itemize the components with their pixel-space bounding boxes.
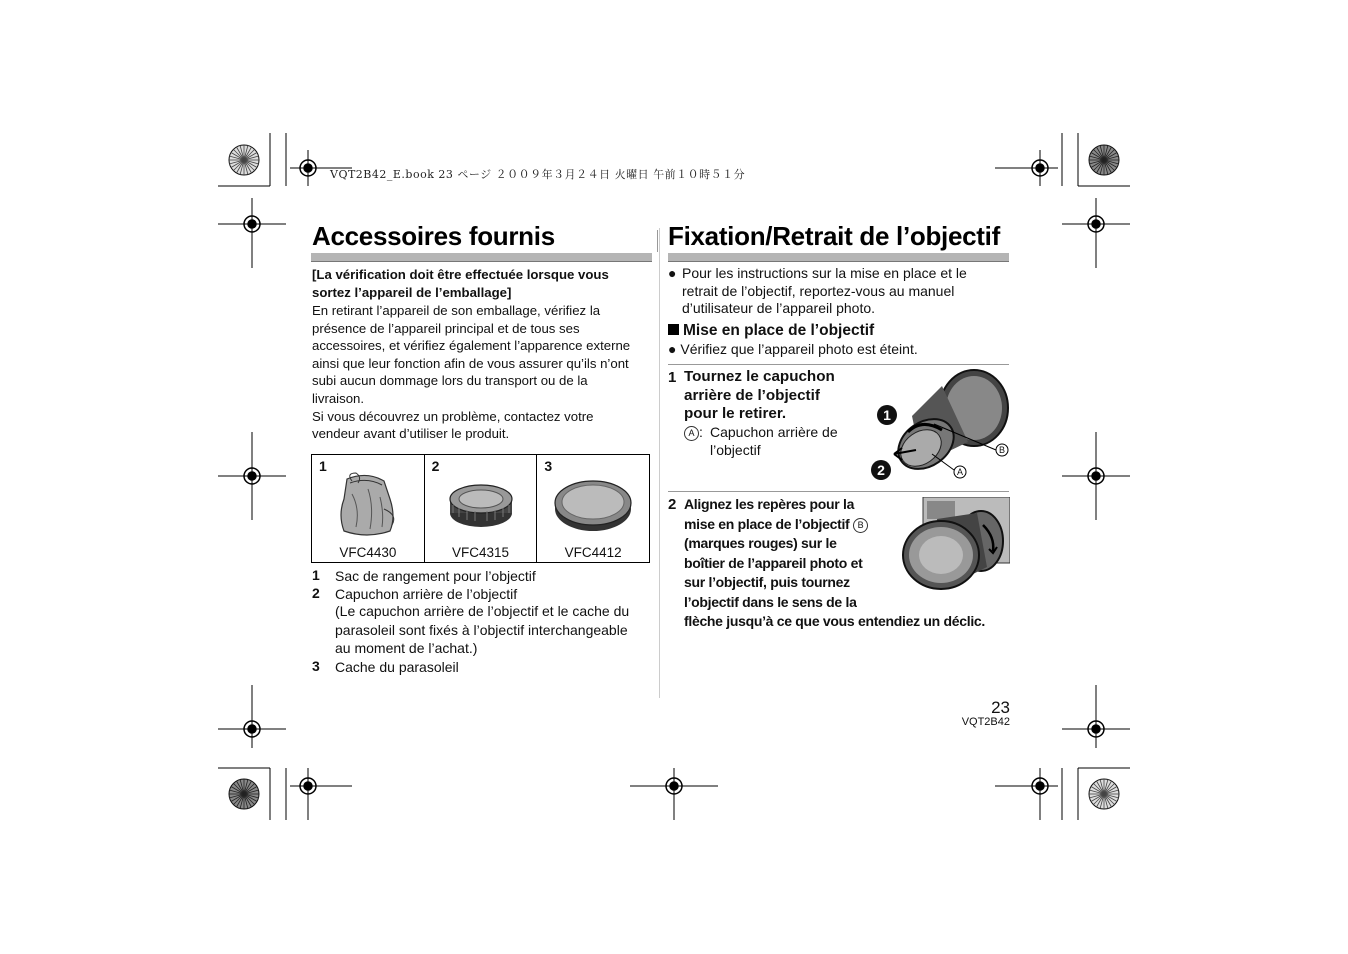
left-title-rule xyxy=(311,253,652,262)
intro-line: livraison. xyxy=(312,390,365,406)
list-item: Sac de rangement pour l’objectif xyxy=(335,568,536,584)
right-title: Fixation/Retrait de l’objectif xyxy=(668,221,1000,251)
starburst-mark xyxy=(229,779,259,809)
bullet-dot-icon: ● xyxy=(668,265,677,281)
intro-line: ainsi que leur fonction afin de vous assurer qu’ils n’ont xyxy=(312,355,629,371)
step-badge-1: 1 xyxy=(877,405,897,425)
accessory-number: 2 xyxy=(431,458,440,474)
label-b: B xyxy=(999,445,1006,455)
label-a: A xyxy=(957,467,964,477)
registration-target-center xyxy=(1036,164,1044,172)
accessories-table xyxy=(311,454,650,563)
column-divider xyxy=(659,228,660,698)
step-line: boîtier de l’appareil photo et xyxy=(684,554,863,571)
intro-line: accessoires, et vérifiez également l’apparence externe xyxy=(312,338,631,354)
rear-cap-icon xyxy=(425,469,536,537)
square-bullet-icon xyxy=(668,324,679,335)
step-line: pour le retirer. xyxy=(684,405,787,422)
registration-target-center xyxy=(304,164,312,172)
note-line: Capuchon arrière de xyxy=(710,424,838,440)
page-number: 23 xyxy=(991,698,1010,717)
list-item: au moment de l’achat.) xyxy=(335,640,478,656)
accessory-number: 3 xyxy=(544,458,553,474)
step-divider xyxy=(668,491,1009,492)
registration-target-center xyxy=(304,782,312,790)
registration-target-center xyxy=(1092,220,1100,228)
registration-target-center xyxy=(1092,472,1100,480)
step-line: Tournez le capuchon xyxy=(684,368,835,385)
step-line: mise en place de l’objectif xyxy=(684,515,850,532)
intro-bold: [La vérification doit être effectuée lorsque vous sortez l’appareil de l’emballage] xyxy=(312,267,609,300)
list-number: 1 xyxy=(312,567,320,583)
step-line: (marques rouges) sur le xyxy=(684,535,837,551)
step-line: arrière de l’objectif xyxy=(684,386,820,404)
list-item: (Le capuchon arrière de l’objectif et le cache du xyxy=(335,603,630,619)
bullet-line: retrait de l’objectif, reportez-vous au manuel xyxy=(682,282,955,299)
registration-target-center xyxy=(248,472,256,480)
accessory-code: VFC4430 xyxy=(339,545,397,560)
step-number: 1 xyxy=(668,369,677,386)
accessory-code: VFC4315 xyxy=(451,545,510,560)
intro-line: Si vous découvrez un problème, contactez votre xyxy=(312,408,594,424)
intro-bullet xyxy=(668,265,1013,318)
step-line: flèche jusqu’à ce que vous entendiez un déclic. xyxy=(684,613,985,629)
accessory-cell-bag xyxy=(312,455,425,562)
step-line: Alignez les repères pour la xyxy=(684,496,855,512)
column-divider-small xyxy=(657,230,658,252)
list-number: 2 xyxy=(312,585,320,601)
starburst-mark xyxy=(229,145,259,175)
intro-text xyxy=(312,302,657,443)
rear-cap-removal-illustration xyxy=(872,368,1012,484)
list-item: Capuchon arrière de l’objectif xyxy=(335,586,518,602)
list-item: parasoleil sont fixés à l’objectif interchangeable xyxy=(335,622,628,638)
intro-line: subi aucun dommage lors du transport ou de la xyxy=(312,373,588,389)
model-code: VQT2B42 xyxy=(961,716,1010,728)
list-item: Cache du parasoleil xyxy=(335,659,459,675)
bullet-line: d’utilisateur de l’appareil photo. xyxy=(682,300,876,317)
bullet-dot-icon: ● xyxy=(668,341,681,357)
registration-target-center xyxy=(1036,782,1044,790)
section-heading xyxy=(668,322,874,340)
accessory-cell-hood-cap xyxy=(537,455,649,562)
accessory-number: 1 xyxy=(319,458,327,474)
step-line: sur l’objectif, puis tournez xyxy=(684,574,850,590)
intro-line: En retirant l’appareil de son emballage, vérifiez la xyxy=(312,303,601,318)
step-divider xyxy=(668,364,1009,365)
step-line: l’objectif dans le sens de la xyxy=(684,593,857,610)
hood-cap-icon xyxy=(537,469,648,537)
note-line: l’objectif xyxy=(710,441,761,458)
step1-note: A : Capuchon arrière de l’objectif xyxy=(684,424,703,442)
lens-bag-icon xyxy=(312,469,423,537)
section-bullet xyxy=(668,341,918,357)
circled-letter-b: B xyxy=(853,518,868,533)
right-title-rule xyxy=(668,253,1009,262)
registration-target-center xyxy=(670,782,678,790)
lens-mount-illustration xyxy=(897,497,1010,593)
section-bullet-text: Vérifiez que l’appareil photo est éteint. xyxy=(680,341,918,357)
registration-target-center xyxy=(248,220,256,228)
step1-text xyxy=(684,368,864,424)
circled-letter-a: A xyxy=(684,426,699,441)
intro-line: vendeur avant d’utiliser le produit. xyxy=(312,426,510,442)
registration-target-center xyxy=(1092,725,1100,733)
starburst-mark xyxy=(1089,779,1119,809)
step-badge-2: 2 xyxy=(871,460,891,480)
starburst-mark xyxy=(1089,145,1119,175)
book-header-line: VQT2B42_E.book 23 ページ ２００９年３月２４日 火曜日 午前１０時５１分 xyxy=(330,168,746,181)
intro-line: présence de l’appareil principal et de tous ses xyxy=(312,320,580,336)
list-number: 3 xyxy=(312,658,320,674)
bullet-line: Pour les instructions sur la mise en place et le xyxy=(682,265,967,281)
accessory-code: VFC4412 xyxy=(564,545,622,560)
step-number: 2 xyxy=(668,496,677,513)
registration-target-center xyxy=(248,725,256,733)
accessory-cell-rear-cap xyxy=(425,455,538,562)
section-heading-text: Mise en place de l’objectif xyxy=(683,322,875,339)
left-title: Accessoires fournis xyxy=(312,221,555,251)
